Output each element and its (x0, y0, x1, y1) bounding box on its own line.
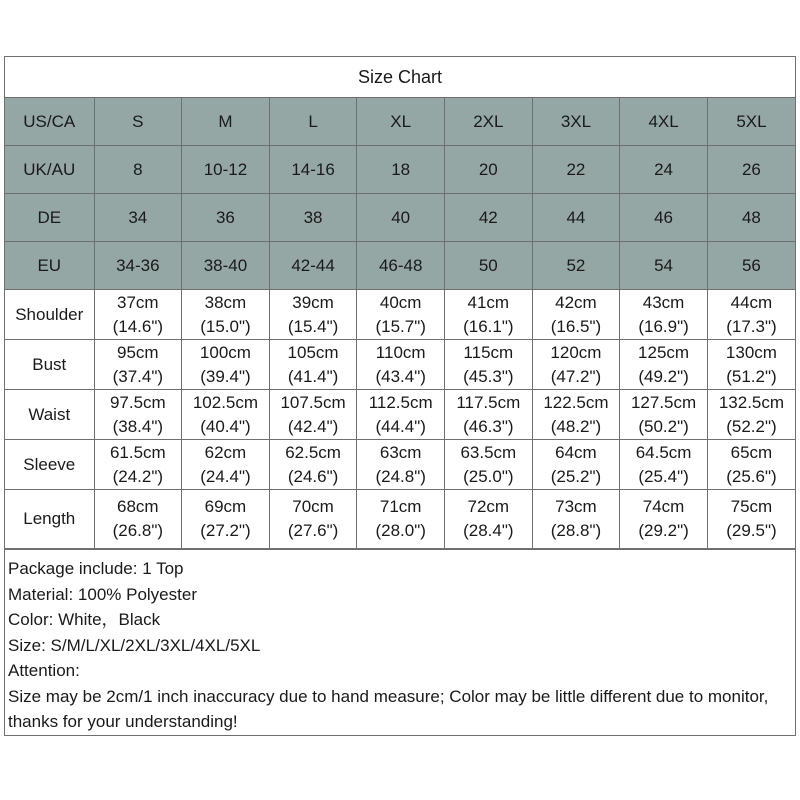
measurement-inch: (49.2") (638, 366, 689, 386)
measurement-inch: (14.6") (112, 316, 164, 336)
size-cell: 48 (707, 194, 795, 242)
measurement-row-label: Bust (5, 340, 94, 390)
measurement-inch: (25.4") (638, 466, 689, 486)
measurement-cm: 102.5cm (192, 392, 259, 412)
measurement-inch: (28.8") (550, 521, 602, 540)
measurement-inch: (37.4") (112, 366, 164, 386)
size-row (5, 98, 795, 146)
measurement-cell (620, 490, 708, 549)
size-cell: 40 (357, 194, 445, 242)
measurement-cell (707, 340, 795, 390)
measurement-row (5, 340, 795, 390)
size-cell: 46-48 (357, 242, 445, 290)
measurement-inch: (15.4") (287, 316, 339, 336)
measurement-cm: 132.5cm (718, 392, 785, 412)
size-cell: 56 (707, 242, 795, 290)
measurement-row (5, 440, 795, 490)
measurement-cm: 62.5cm (285, 442, 341, 462)
measurement-cell (357, 390, 445, 440)
measurement-cell (445, 390, 533, 440)
size-cell: 24 (620, 146, 708, 194)
size-row-label: UK/AU (5, 146, 94, 194)
measurement-cm: 68cm (117, 497, 159, 516)
measurement-cm: 69cm (204, 497, 247, 516)
size-cell: 42-44 (269, 242, 357, 290)
measurement-cell (94, 440, 182, 490)
measurement-inch: (47.2") (550, 366, 602, 386)
size-cell: 2XL (445, 98, 533, 146)
note-line: Package include: 1 Top (8, 559, 184, 578)
size-cell: 54 (620, 242, 708, 290)
measurement-inch: (40.4") (200, 416, 251, 436)
measurement-cell (707, 490, 795, 549)
measurement-cm: 63.5cm (460, 442, 517, 462)
measurement-cm: 44cm (730, 292, 773, 312)
size-row (5, 146, 795, 194)
measurement-inch: (50.2") (638, 416, 689, 436)
measurement-cell (182, 490, 270, 549)
size-chart-table (5, 98, 795, 549)
measurement-inch: (39.4") (200, 366, 251, 386)
measurement-inch: (44.4") (375, 416, 426, 436)
measurement-cm: 40cm (379, 292, 422, 312)
size-cell: 14-16 (269, 146, 357, 194)
size-cell: 42 (445, 194, 533, 242)
measurement-cell (620, 390, 708, 440)
size-cell: 22 (532, 146, 620, 194)
measurement-cm: 41cm (467, 292, 510, 312)
measurement-cm: 130cm (725, 342, 777, 362)
size-cell: 10-12 (182, 146, 270, 194)
size-cell: 52 (532, 242, 620, 290)
measurement-cm: 43cm (642, 292, 685, 312)
measurement-cm: 110cm (375, 342, 426, 362)
size-row (5, 242, 795, 290)
measurement-cell (532, 390, 620, 440)
measurement-row-label: Length (5, 490, 94, 549)
measurement-inch: (24.8") (375, 466, 426, 486)
measurement-inch: (29.2") (638, 521, 689, 540)
measurement-row (5, 490, 795, 549)
measurement-cell (357, 340, 445, 390)
measurement-cell (269, 290, 357, 340)
measurement-cell (445, 340, 533, 390)
measurement-cm: 100cm (199, 342, 251, 362)
measurement-inch: (16.1") (463, 316, 514, 336)
size-cell: 8 (94, 146, 182, 194)
measurement-cm: 42cm (555, 292, 597, 312)
measurement-inch: (15.7") (375, 316, 426, 336)
measurement-inch: (29.5") (726, 521, 777, 540)
note-line: Size may be 2cm/1 inch inaccuracy due to hand measure; Color may be little different due to monitor, thanks for your understanding! (8, 686, 769, 731)
measurement-inch: (25.6") (726, 466, 777, 486)
size-cell: M (182, 98, 270, 146)
size-cell: 50 (445, 242, 533, 290)
measurement-inch: (28.4") (463, 521, 514, 540)
size-row-label: EU (5, 242, 94, 290)
measurement-inch: (27.2") (200, 521, 251, 540)
measurement-cm: 71cm (379, 497, 422, 516)
size-chart-title: Size Chart (5, 57, 795, 98)
size-cell: 36 (182, 194, 270, 242)
measurement-inch: (28.0") (375, 521, 426, 540)
measurement-cm: 120cm (550, 342, 602, 362)
size-row-label: US/CA (5, 98, 94, 146)
size-cell: 34 (94, 194, 182, 242)
measurement-cm: 105cm (287, 342, 339, 362)
measurement-cell (269, 490, 357, 549)
size-cell: S (94, 98, 182, 146)
measurement-inch: (51.2") (726, 366, 777, 386)
measurement-inch: (17.3") (726, 316, 777, 336)
note-line: Material: 100% Polyester (8, 584, 197, 604)
size-cell: 5XL (707, 98, 795, 146)
measurement-cell (269, 440, 357, 490)
measurement-inch: (42.4") (287, 416, 339, 436)
size-cell: 18 (357, 146, 445, 194)
measurement-row-label: Shoulder (5, 290, 94, 340)
measurement-inch: (52.2") (726, 416, 777, 436)
measurement-cm: 61.5cm (109, 442, 166, 462)
measurement-cm: 73cm (555, 497, 597, 516)
note-line: Color: White，Black (8, 610, 161, 629)
measurement-cell (182, 390, 270, 440)
measurement-row (5, 290, 795, 340)
measurement-cm: 115cm (463, 342, 514, 362)
measurement-cm: 39cm (292, 292, 334, 312)
measurement-cell (620, 290, 708, 340)
measurement-cell (94, 290, 182, 340)
measurement-cm: 63cm (379, 442, 422, 462)
measurement-cm: 37cm (117, 292, 159, 312)
product-notes (5, 549, 795, 735)
measurement-cell (620, 340, 708, 390)
size-row (5, 194, 795, 242)
measurement-cm: 62cm (204, 442, 247, 462)
measurement-inch: (48.2") (550, 416, 602, 436)
measurement-cm: 122.5cm (543, 392, 609, 412)
measurement-inch: (27.6") (287, 521, 339, 540)
measurement-cm: 64cm (555, 442, 597, 462)
size-cell: 38 (269, 194, 357, 242)
size-chart-sheet (4, 56, 796, 736)
measurement-cell (707, 440, 795, 490)
measurement-row (5, 390, 795, 440)
measurement-cell (357, 290, 445, 340)
measurement-cell (445, 490, 533, 549)
size-cell: L (269, 98, 357, 146)
measurement-cell (269, 340, 357, 390)
measurement-row-label: Waist (5, 390, 94, 440)
size-cell: 46 (620, 194, 708, 242)
measurement-cell (532, 340, 620, 390)
measurement-cm: 97.5cm (109, 392, 166, 412)
measurement-inch: (16.9") (638, 316, 689, 336)
measurement-cell (620, 440, 708, 490)
size-chart-body (5, 98, 795, 549)
measurement-inch: (15.0") (200, 316, 251, 336)
size-cell: 34-36 (94, 242, 182, 290)
measurement-cm: 75cm (730, 497, 773, 516)
measurement-inch: (16.5") (550, 316, 602, 336)
measurement-cm: 74cm (642, 497, 685, 516)
size-cell: XL (357, 98, 445, 146)
measurement-inch: (41.4") (287, 366, 339, 386)
measurement-cell (182, 440, 270, 490)
measurement-inch: (24.2") (112, 466, 164, 486)
measurement-inch: (46.3") (463, 416, 514, 436)
measurement-cell (532, 490, 620, 549)
measurement-cell (94, 390, 182, 440)
measurement-row-label: Sleeve (5, 440, 94, 490)
measurement-inch: (25.0") (463, 466, 514, 486)
measurement-inch: (25.2") (550, 466, 602, 486)
measurement-cm: 70cm (292, 497, 334, 516)
size-cell: 38-40 (182, 242, 270, 290)
measurement-cell (707, 390, 795, 440)
measurement-inch: (43.4") (375, 366, 426, 386)
measurement-inch: (26.8") (112, 521, 164, 540)
measurement-cell (269, 390, 357, 440)
measurement-cm: 107.5cm (280, 392, 346, 412)
size-cell: 4XL (620, 98, 708, 146)
measurement-cm: 65cm (730, 442, 773, 462)
measurement-cell (182, 340, 270, 390)
measurement-cell (94, 340, 182, 390)
size-cell: 44 (532, 194, 620, 242)
measurement-cell (357, 440, 445, 490)
measurement-inch: (45.3") (463, 366, 514, 386)
measurement-cell (94, 490, 182, 549)
measurement-cm: 112.5cm (368, 392, 433, 412)
measurement-inch: (24.4") (200, 466, 251, 486)
measurement-cm: 72cm (467, 497, 510, 516)
measurement-cell (707, 290, 795, 340)
size-row-label: DE (5, 194, 94, 242)
measurement-cm: 64.5cm (635, 442, 692, 462)
measurement-cell (357, 490, 445, 549)
size-cell: 3XL (532, 98, 620, 146)
note-line: Attention: (8, 661, 80, 680)
size-cell: 26 (707, 146, 795, 194)
measurement-cm: 38cm (204, 292, 247, 312)
measurement-cm: 127.5cm (630, 392, 697, 412)
measurement-cm: 125cm (638, 342, 690, 362)
measurement-cell (445, 440, 533, 490)
measurement-inch: (38.4") (112, 416, 164, 436)
measurement-cell (445, 290, 533, 340)
size-cell: 20 (445, 146, 533, 194)
measurement-cell (182, 290, 270, 340)
measurement-cell (532, 290, 620, 340)
note-line: Size: S/M/L/XL/2XL/3XL/4XL/5XL (8, 635, 261, 655)
measurement-cm: 95cm (117, 342, 159, 362)
measurement-cm: 117.5cm (456, 392, 521, 412)
measurement-inch: (24.6") (287, 466, 339, 486)
measurement-cell (532, 440, 620, 490)
